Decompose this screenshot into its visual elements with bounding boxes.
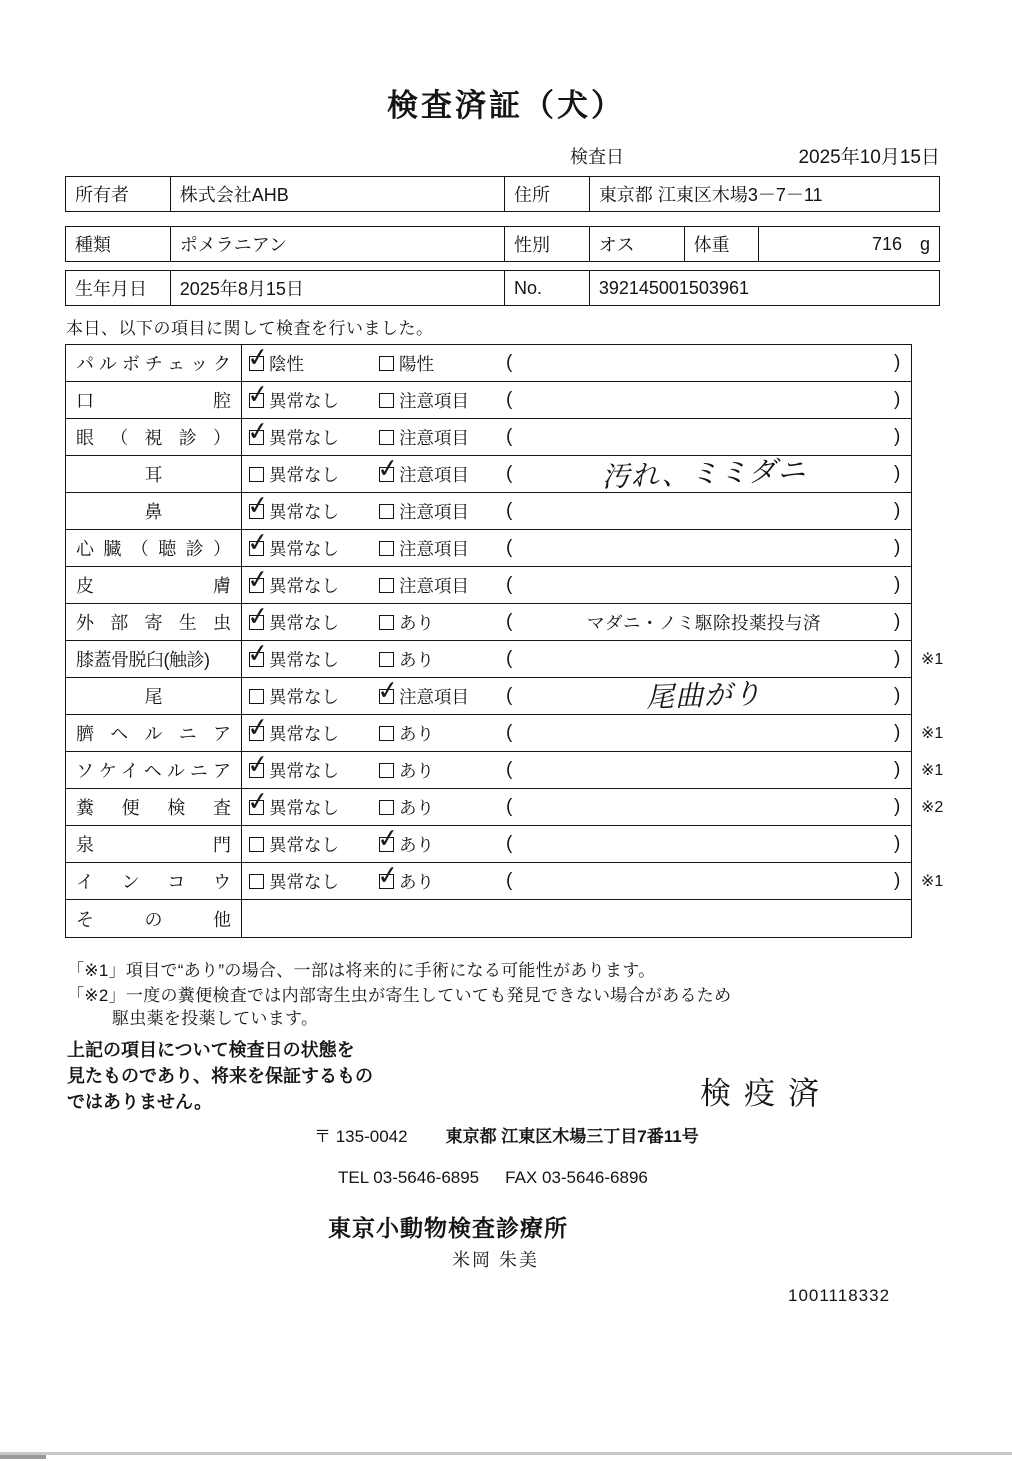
inspection-row [66,451,911,494]
option-label: 異常なし [269,575,339,596]
comment-paren-close: ) [894,685,901,706]
item-cell [66,493,242,529]
comment-paren-open: ( [506,500,513,521]
check-mark: ✓ [375,451,401,484]
item-label: 糞便検査 [76,798,231,818]
check-mark: ✓ [245,784,271,817]
option-label: 陰性 [269,353,304,374]
checkbox-icon [379,615,394,630]
checkbox-icon [375,821,401,854]
comment-paren-close: ) [894,759,901,780]
option-label: 陽性 [399,353,434,374]
option [249,456,339,492]
comment-text [518,752,890,788]
comment-paren-close: ) [894,796,901,817]
option-label: あり [399,760,434,781]
item-label: 外部寄生虫 [76,613,231,633]
checkbox-icon [245,784,271,817]
inspection-row [66,673,911,715]
option-label: あり [399,612,434,633]
page-title: 検査済証（犬） [387,88,625,123]
check-mark: ✓ [375,821,401,854]
option [249,678,339,714]
comment-text [518,530,890,566]
comment-text: 尾曲がり [645,676,763,715]
option [379,530,469,566]
option [379,567,469,603]
option-label: 異常なし [269,501,339,522]
birth-value: 2025年8月15日 [171,271,505,305]
disclaimer-line-2: 見たものであり、将来を保証するもの [67,1066,373,1086]
option-label: 異常なし [269,760,339,781]
checkbox-icon [375,858,401,891]
option-label: 注意項目 [399,427,469,448]
comment-paren-open: ( [506,648,513,669]
item-label: 眼（視診） [76,428,231,448]
comment-paren-open: ( [506,722,513,743]
checkbox-icon [379,430,394,445]
option [245,525,339,566]
checkbox-icon [245,414,271,447]
checkbox-icon [379,393,394,408]
quarantine-stamp: 検疫済 [700,1076,832,1111]
option [249,863,339,899]
breed-label: 種類 [66,227,171,261]
inspection-row [66,599,911,641]
comment-paren-open: ( [506,426,513,447]
checkbox-icon [379,726,394,741]
option [375,451,469,492]
comment-text [518,863,890,899]
footnote-mark: ※1 [921,762,944,779]
birth-no-table [65,270,940,306]
check-mark: ✓ [245,377,271,410]
item-cell [66,604,242,640]
item-cell [66,863,242,899]
item-cell [66,715,242,751]
check-mark: ✓ [245,562,271,595]
option-label: あり [399,723,434,744]
comment-text [518,826,890,862]
footnote-mark: ※1 [921,873,944,890]
item-cell [66,900,242,937]
option-label: 注意項目 [399,686,469,707]
breed-value: ポメラニアン [171,227,505,261]
option-label: 注意項目 [399,501,469,522]
check-mark: ✓ [375,858,401,891]
option [245,562,339,603]
item-label: 耳 [144,465,163,485]
tel-number: TEL 03-5646-6895 [338,1168,480,1187]
comment-text [518,715,890,751]
weight-unit: g [920,233,931,254]
inspection-row [66,525,911,567]
option [245,747,339,788]
item-cell [66,826,242,862]
item-label: 尾 [144,687,163,707]
option [379,752,434,788]
option [245,599,339,640]
option-label: 異常なし [269,834,339,855]
comment-paren-close: ) [894,870,901,891]
address-label: 住所 [505,177,590,211]
checkbox-icon [249,467,264,482]
owner-label: 所有者 [66,177,171,211]
item-cell [66,530,242,566]
comment-paren-close: ) [894,574,901,595]
item-cell [66,789,242,825]
item-label: その他 [76,909,231,930]
option-label: 異常なし [269,797,339,818]
check-mark: ✓ [245,488,271,521]
inspection-date-value: 2025年10月15日 [798,147,940,168]
item-cell [66,345,242,381]
inspection-row [66,488,911,530]
option-label: あり [399,834,434,855]
inspection-row [66,858,944,900]
comment-text [518,789,890,825]
check-mark: ✓ [245,747,271,780]
option [379,789,434,825]
item-label: インコウ [76,872,231,892]
inspection-row [66,821,911,863]
item-cell [66,382,242,418]
breed-sex-weight-table [65,226,940,262]
option-label: あり [399,871,434,892]
comment-paren-close: ) [894,500,901,521]
item-label: パルボチェック [76,354,231,374]
tel-fax-line [338,1168,648,1188]
comment-paren-open: ( [506,833,513,854]
comment-paren-close: ) [894,537,901,558]
comment-paren-open: ( [506,796,513,817]
comment-paren-close: ) [894,389,901,410]
disclaimer-line-1: 上記の項目について検査日の状態を [67,1040,355,1060]
checkbox-icon [245,340,271,373]
option [379,419,469,455]
inspection-date-label: 検査日 [570,147,624,167]
serial-number: 1001118332 [788,1286,891,1305]
inspection-row [66,710,944,752]
item-cell [66,678,242,714]
disclaimer-line-3: ではありません。 [67,1092,213,1112]
option [379,345,434,381]
comment-paren-close: ) [894,426,901,447]
comment-paren-open: ( [506,352,513,373]
checkbox-icon [245,377,271,410]
option-label: 注意項目 [399,575,469,596]
examiner-name: 米岡 朱美 [452,1250,540,1270]
checkbox-icon [379,356,394,371]
inspection-row [66,747,944,789]
option-label: 異常なし [269,871,339,892]
comment-paren-open: ( [506,685,513,706]
item-label: ソケイヘルニア [76,761,231,781]
option [375,821,434,862]
option-label: 注意項目 [399,538,469,559]
footnote-mark: ※1 [921,725,944,742]
checkbox-icon [379,578,394,593]
postal-code: 〒 135-0042 [314,1127,408,1146]
option [245,636,339,677]
comment-paren-close: ) [894,833,901,854]
checkbox-icon [375,673,401,706]
checkbox-icon [379,800,394,815]
fax-number: FAX 03-5646-6896 [505,1168,648,1187]
option [379,493,469,529]
checkbox-icon [245,488,271,521]
checkbox-icon [379,504,394,519]
option-label: 異常なし [269,538,339,559]
checkbox-icon [379,541,394,556]
option [245,377,339,418]
footnote-mark: ※1 [921,651,944,668]
option-label: 異常なし [269,464,339,485]
weight-cell [759,227,939,261]
item-label: 膝蓋骨脱臼(触診) [76,650,210,670]
item-cell [66,456,242,492]
option [375,858,434,899]
check-mark: ✓ [245,340,271,373]
inspection-table [65,340,944,938]
check-mark: ✓ [245,599,271,632]
option [379,641,434,677]
comment-paren-open: ( [506,389,513,410]
item-label: 口腔 [76,391,231,411]
no-label: No. [505,271,590,305]
option-label: あり [399,797,434,818]
comment-paren-open: ( [506,870,513,891]
comment-text: 汚れ、ミミダニ [601,453,807,494]
comment-paren-close: ) [894,611,901,632]
inspection-row [66,377,911,419]
checkbox-icon [245,599,271,632]
check-mark: ✓ [245,710,271,743]
comment-paren-open: ( [506,574,513,595]
clinic-address: 東京都 江東区木場三丁目7番11号 [445,1127,699,1146]
address-value: 東京都 江東区木場3－7－11 [598,185,823,205]
check-mark: ✓ [245,414,271,447]
sex-label: 性別 [505,227,590,261]
check-mark: ✓ [245,636,271,669]
footnote-1: 「※1」項目で“あり”の場合、一部は将来的に手術になる可能性があります。 [67,961,656,980]
weight-value: 716 [871,233,902,254]
checkbox-icon [379,652,394,667]
check-mark: ✓ [245,525,271,558]
checkbox-icon [245,636,271,669]
option-label: 異常なし [269,390,339,411]
no-value: 392145001503961 [598,277,749,298]
option [375,673,469,714]
inspection-row [66,784,944,826]
check-mark: ✓ [375,673,401,706]
checkbox-icon [245,710,271,743]
checkbox-icon [249,689,264,704]
item-cell [66,419,242,455]
item-label: 鼻 [144,502,163,522]
option [245,414,339,455]
option-label: 異常なし [269,612,339,633]
comment-paren-close: ) [894,352,901,373]
footnote-mark: ※2 [921,799,944,816]
inspection-row [66,562,911,604]
option [379,715,434,751]
option [245,340,304,381]
inspection-row [66,900,911,937]
checkbox-icon [245,562,271,595]
postal-address-line [314,1122,699,1147]
scan-artifact-mark [0,1455,46,1459]
item-label: 心臓（聴診） [76,539,231,559]
comment-text [518,345,890,381]
footnote-2: 「※2」一度の糞便検査では内部寄生虫が寄生していても発見できない場合があるため [67,986,732,1005]
item-cell [66,752,242,788]
comment-paren-open: ( [506,759,513,780]
option [249,826,339,862]
option-label: 注意項目 [399,464,469,485]
option [379,604,434,640]
option-label: 異常なし [269,686,339,707]
comment-text [518,382,890,418]
option [245,784,339,825]
option-label: 異常なし [269,649,339,670]
checkbox-icon [249,837,264,852]
owner-value: 株式会社AHB [171,177,505,211]
checkbox-icon [249,874,264,889]
checkbox-icon [375,451,401,484]
option-label: 注意項目 [399,390,469,411]
comment-text: マダニ・ノミ駆除投薬投与済 [587,612,821,633]
option-label: 異常なし [269,427,339,448]
item-cell [66,567,242,603]
option [245,488,339,529]
option [379,382,469,418]
item-label: 臍ヘルニア [76,724,231,744]
comment-text [518,567,890,603]
scan-artifact-line [0,1452,1012,1455]
checkbox-icon [245,525,271,558]
comment-paren-close: ) [894,648,901,669]
weight-label: 体重 [685,227,760,261]
comment-paren-close: ) [894,722,901,743]
comment-paren-open: ( [506,537,513,558]
birth-label: 生年月日 [66,271,171,305]
option-label: あり [399,649,434,670]
checkbox-icon [379,763,394,778]
checkbox-icon [245,747,271,780]
item-label: 泉門 [76,835,231,855]
comment-paren-open: ( [506,463,513,484]
comment-text [518,493,890,529]
comment-paren-close: ) [894,463,901,484]
inspection-row [66,340,911,382]
owner-table [65,176,940,212]
intro-text: 本日、以下の項目に関して検査を行いました。 [66,319,434,338]
sex-value: オス [590,227,685,261]
item-label: 皮膚 [76,576,231,596]
footnote-2-continued: 駆虫薬を投薬しています。 [112,1009,319,1028]
option-label: 異常なし [269,723,339,744]
item-cell [66,641,242,677]
clinic-name: 東京小動物検査診療所 [328,1215,568,1241]
option [245,710,339,751]
comment-paren-open: ( [506,611,513,632]
